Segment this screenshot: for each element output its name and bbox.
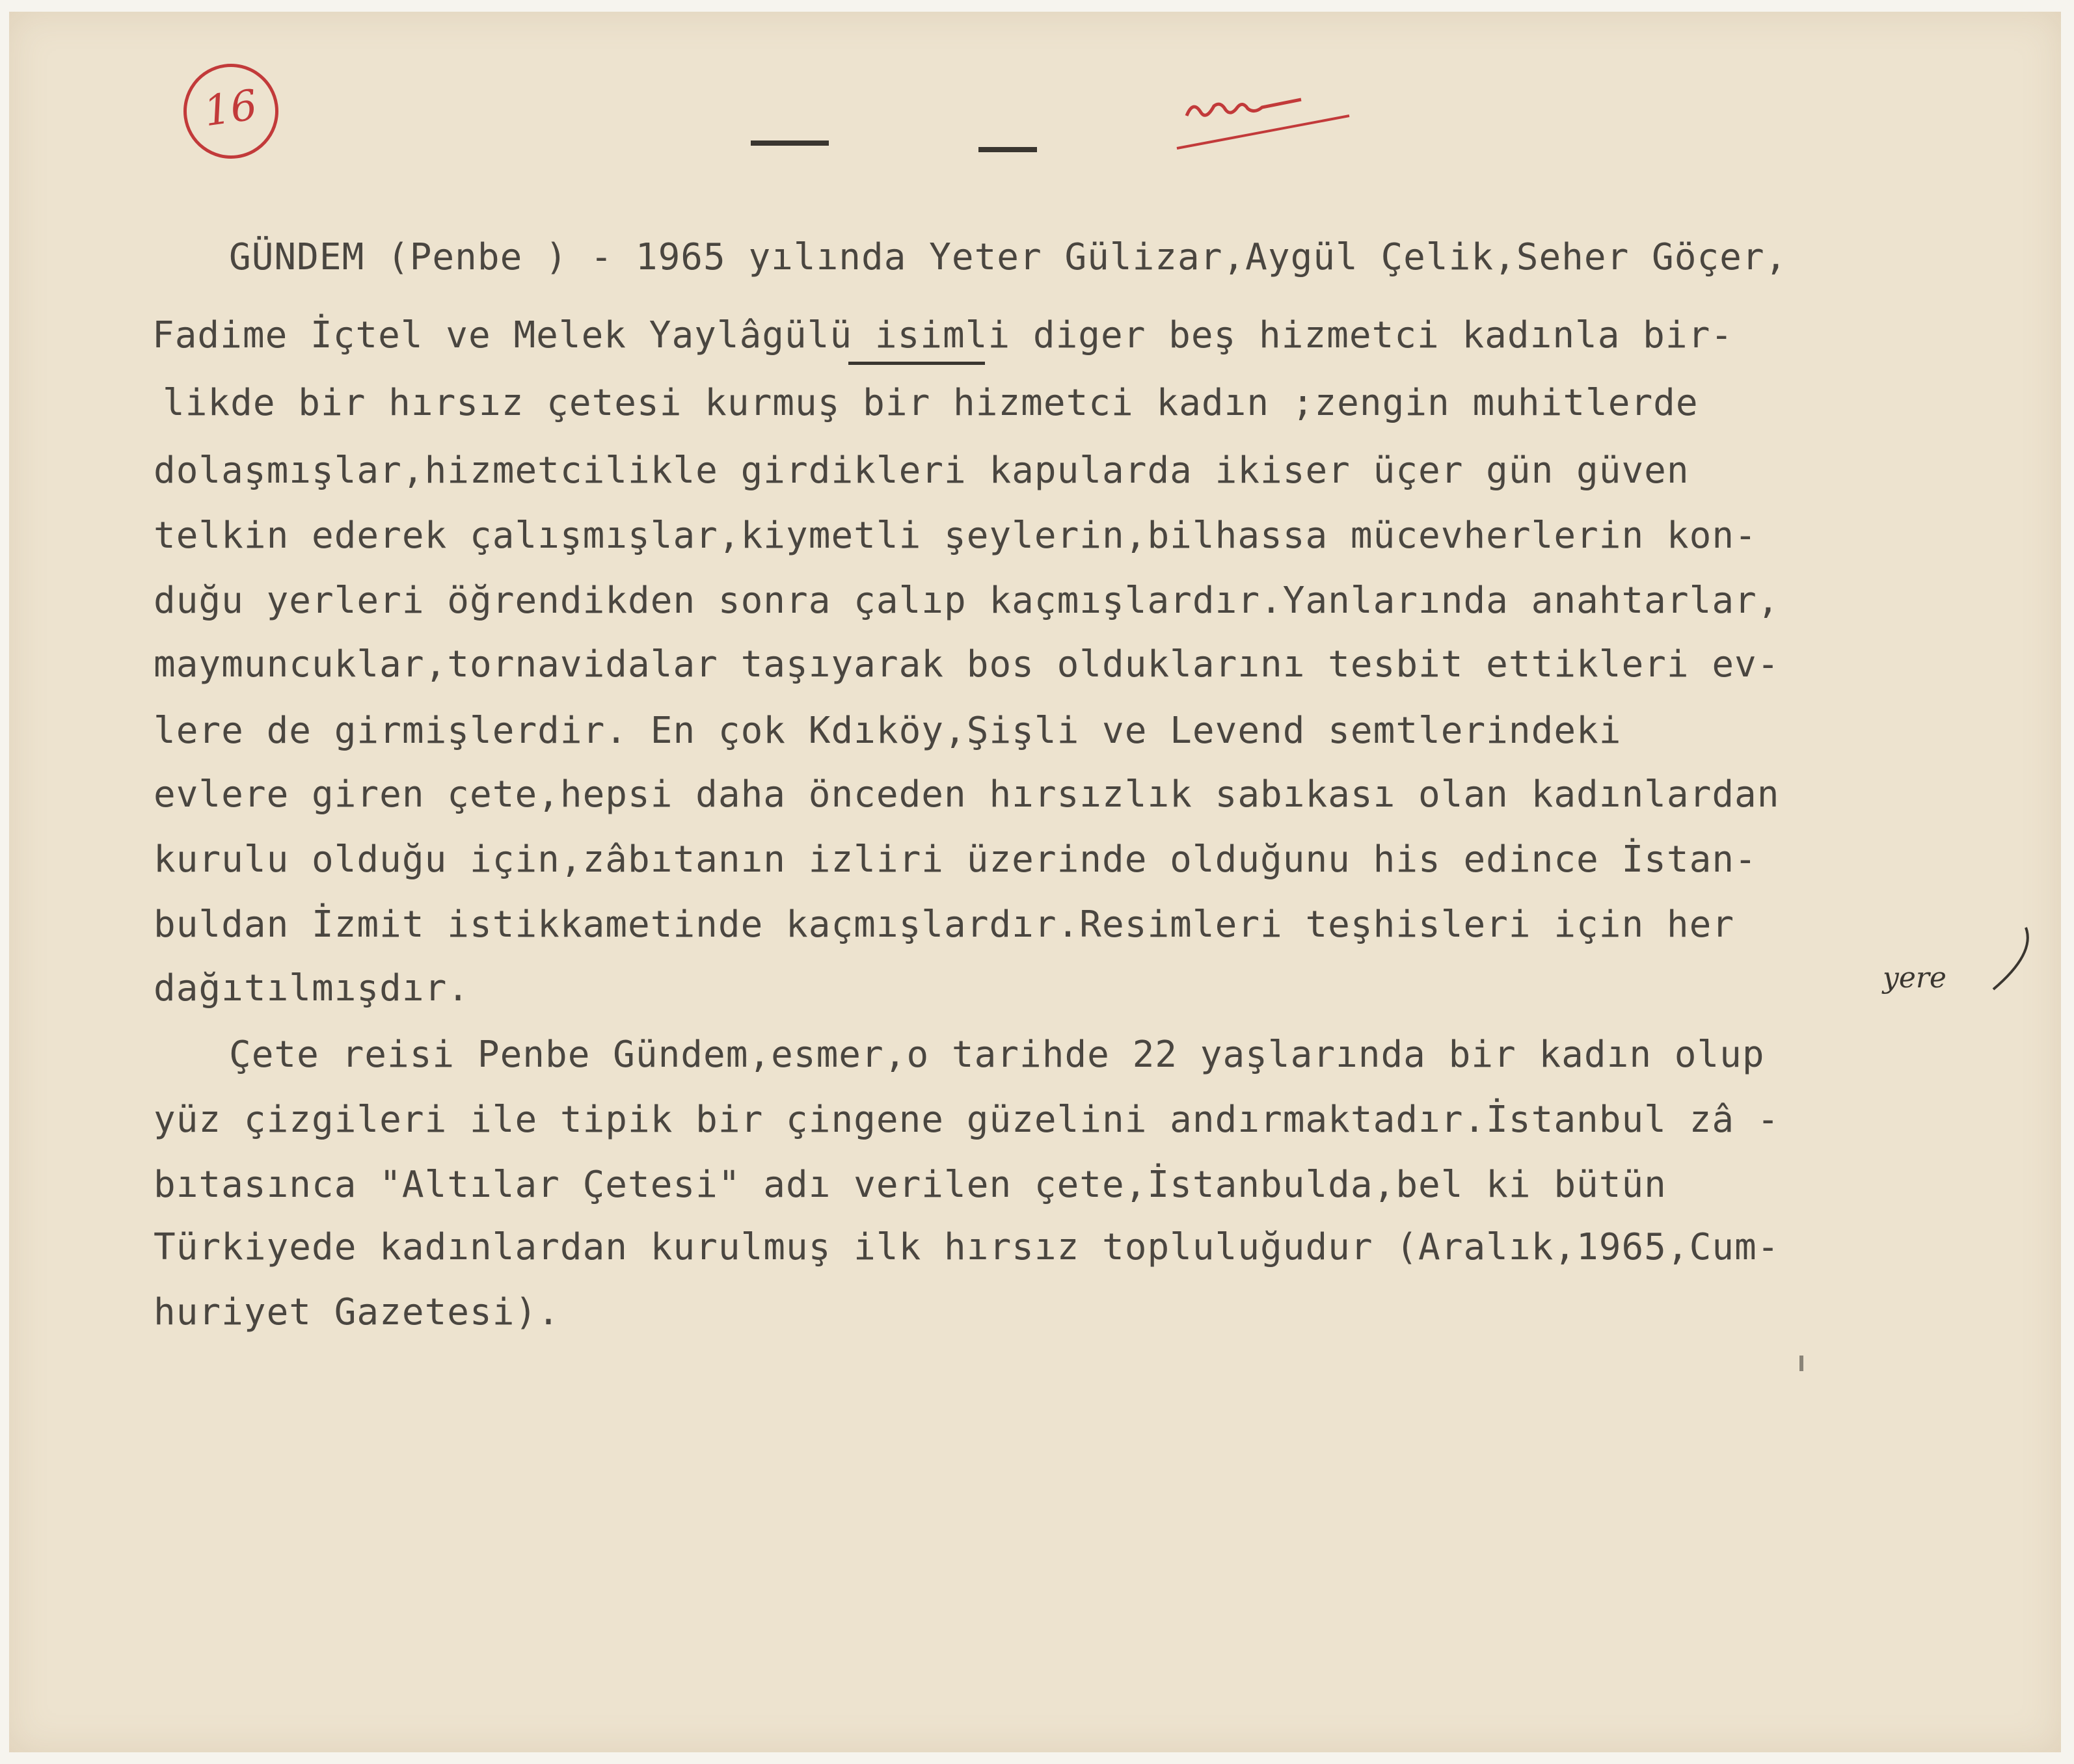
text-line: Türkiyede kadınlardan kurulmuş ilk hırsız topluluğudur (Aralık,1965,Cum- — [154, 1226, 1780, 1268]
handwritten-note: yere — [1883, 961, 1946, 995]
text-line: yüz çizgileri ile tipik bir çingene güzelini andırmaktadır.İstanbul zâ - — [154, 1099, 1780, 1141]
text-line: telkin ederek çalışmışlar,kiymetli şeylerin,bilhassa mücevherlerin kon- — [154, 514, 1757, 557]
text-line: dolaşmışlar,hizmetcilikle girdikleri kapularda ikiser üçer gün güven — [154, 449, 1690, 492]
text-line: lere de girmişlerdir. En çok Kdıköy,Şişli ve Levend semtlerindeki — [154, 710, 1622, 752]
text-line: likde bir hırsız çetesi kurmuş bir hizmetci kadın ;zengin muhitlerde — [163, 382, 1699, 424]
text-line: duğu yerleri öğrendikden sonra çalıp kaçmışlardır.Yanlarında anahtarlar, — [154, 580, 1780, 622]
typed-dash-mark — [751, 140, 829, 146]
text-line: dağıtılmışdır. — [154, 967, 470, 1009]
text-line: Fadime İçtel ve Melek Yaylâgülü isimli diger beş hizmetci kadınla bir- — [152, 314, 1734, 356]
typed-dash-mark — [978, 147, 1037, 152]
text-line: maymuncuklar,tornavidalar taşıyarak bos olduklarını tesbit ettikleri ev- — [154, 643, 1780, 686]
speck-mark — [1799, 1356, 1803, 1371]
text-line: kurulu olduğu için,zâbıtanın izliri üzerinde olduğunu his edince İstan- — [154, 838, 1757, 881]
page-number-circle: 16 — [178, 58, 285, 165]
text-line: buldan İzmit istikkametinde kaçmışlardır.Resimleri teşhisleri için her — [154, 903, 1735, 946]
text-line: bıtasınca "Altılar Çetesi" adı verilen çete,İstanbulda,bel ki bütün — [154, 1164, 1667, 1206]
text-line: huriyet Gazetesi). — [154, 1291, 560, 1333]
text-line: Çete reisi Penbe Gündem,esmer,o tarihde 22 yaşlarında bir kadın olup — [229, 1034, 1765, 1076]
document-page — [9, 12, 2061, 1752]
handwritten-insert-mark-icon — [1987, 922, 2039, 994]
text-line: GÜNDEM (Penbe ) - 1965 yılında Yeter Gülizar,Aygül Çelik,Seher Göçer, — [229, 236, 1788, 278]
red-handwritten-annotation-icon — [1174, 70, 1356, 155]
text-line: evlere giren çete,hepsi daha önceden hırsızlık sabıkası olan kadınlardan — [154, 773, 1780, 816]
strike-over-mark — [848, 362, 985, 365]
